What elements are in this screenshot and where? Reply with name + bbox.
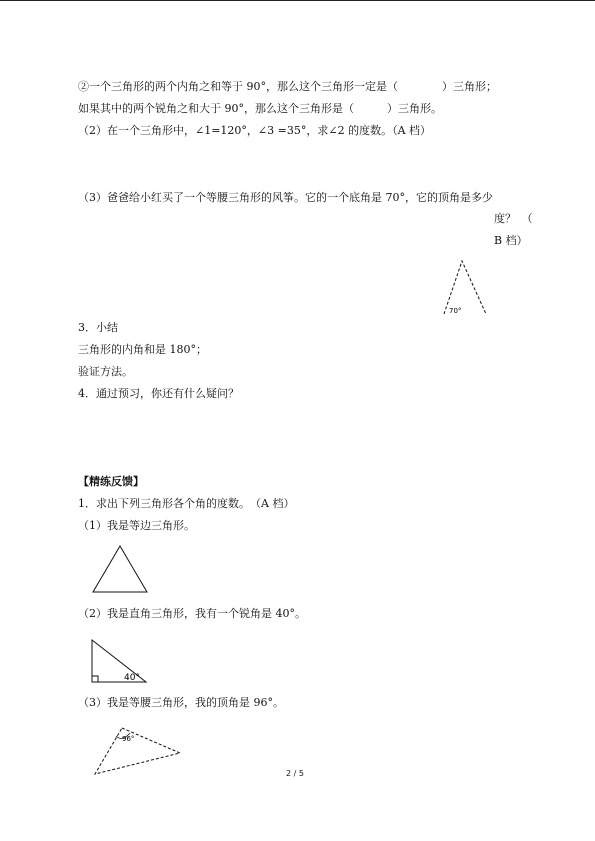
right-triangle-figure [88,636,150,686]
summary-heading: 3．小结 [78,321,118,334]
page-number: 2 / 5 [286,769,304,778]
problem-3: （3）爸爸给小红买了一个等腰三角形的风筝。它的一个底角是 70°，它的顶角是多少 [78,191,493,204]
exercise-1-3: （3）我是等腰三角形，我的顶角是 96°。 [78,696,284,709]
question-2-line-2: 如果其中的两个锐角之和大于 90°，那么这个三角形是（ ）三角形。 [78,102,442,115]
right-triangle-angle-label: 40° [124,673,140,683]
equilateral-triangle-figure [90,543,150,595]
problem-2: （2）在一个三角形中，∠1=120°，∠3 =35°，求∠2 的度数。（A 档） [78,124,432,137]
preview-question: 4．通过预习，你还有什么疑问？ [78,387,239,400]
kite-base-angle-label: 70° [449,307,462,315]
kite-triangle-figure [440,256,490,320]
isosceles-apex-angle-label: 96° [122,735,135,743]
summary-verification: 验证方法。 [78,365,133,378]
problem-3-level: B 档） [494,234,528,247]
exercise-1: 1．求出下列三角形各个角的度数。 （A 档） [78,497,295,510]
section-title: 【精练反馈】 [78,475,144,488]
isosceles-triangle-figure [92,722,184,778]
exercise-1-1: （1）我是等边三角形。 [78,519,195,532]
summary-angle-sum: 三角形的内角和是 180°； [78,343,207,356]
problem-3-continued: 度？ （ [494,212,533,225]
exercise-1-2: （2）我是直角三角形，我有一个锐角是 40°。 [78,607,306,620]
question-2-line-1: ②一个三角形的两个内角之和等于 90°，那么这个三角形一定是（ ）三角形； [78,80,497,93]
page-top-border [0,0,595,1]
